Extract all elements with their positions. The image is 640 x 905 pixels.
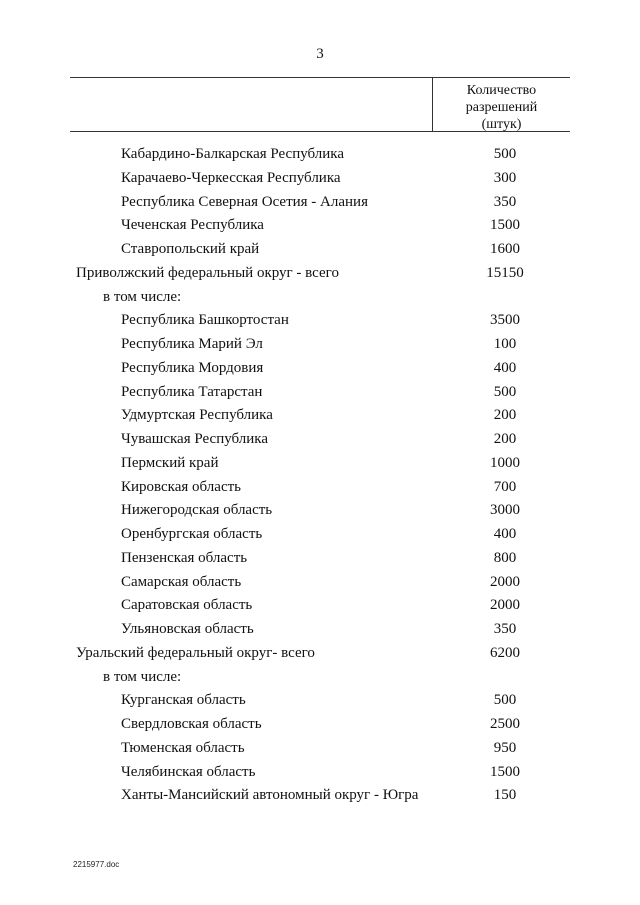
row-name: Челябинская область bbox=[121, 763, 256, 780]
row-value: 200 bbox=[493, 407, 517, 424]
row-name: Самарская область bbox=[121, 573, 242, 590]
table-row bbox=[0, 523, 640, 545]
row-value: 1500 bbox=[490, 763, 520, 780]
column-header-line: (штук) bbox=[481, 117, 522, 132]
row-name: Тюменская область bbox=[121, 739, 245, 756]
row-value: 200 bbox=[493, 431, 517, 447]
row-name: Карачаево-Черкесская Республика bbox=[121, 169, 341, 186]
page-number: 3 bbox=[316, 46, 324, 62]
row-value: 350 bbox=[493, 621, 517, 637]
table-row bbox=[0, 214, 640, 236]
row-name: Свердловская область bbox=[121, 716, 262, 732]
table-row bbox=[0, 547, 640, 569]
row-name: Республика Марий Эл bbox=[121, 336, 263, 352]
row-value: 400 bbox=[493, 359, 517, 376]
row-value: 300 bbox=[493, 169, 517, 186]
row-value: 150 bbox=[493, 787, 517, 804]
table-row bbox=[0, 761, 640, 783]
row-name: Курганская область bbox=[121, 692, 246, 709]
row-value: 800 bbox=[493, 549, 517, 566]
row-value: 15150 bbox=[486, 264, 524, 281]
row-value: 2000 bbox=[490, 573, 520, 590]
table-row bbox=[0, 737, 640, 759]
table-row bbox=[0, 594, 640, 616]
column-header-line: Количество bbox=[466, 83, 537, 98]
row-name: Республика Северная Осетия - Алания bbox=[121, 193, 368, 210]
row-name: Чувашская Республика bbox=[121, 431, 269, 447]
table-row bbox=[0, 404, 640, 426]
row-value: 1600 bbox=[490, 241, 520, 257]
table-row bbox=[0, 499, 640, 521]
row-value: 500 bbox=[493, 146, 517, 162]
row-value: 1500 bbox=[490, 217, 520, 234]
row-value: 500 bbox=[493, 383, 517, 400]
table-row bbox=[0, 452, 640, 474]
table-row bbox=[0, 333, 640, 355]
table-row bbox=[0, 476, 640, 498]
row-name: Республика Башкортостан bbox=[121, 312, 289, 329]
row-name: Саратовская область bbox=[121, 597, 253, 614]
row-value: 700 bbox=[493, 478, 517, 495]
table-row bbox=[0, 381, 640, 403]
table-row bbox=[0, 571, 640, 593]
row-value: 2500 bbox=[490, 716, 520, 732]
row-value: 400 bbox=[493, 526, 517, 542]
row-value: 6200 bbox=[490, 644, 520, 661]
table-row bbox=[0, 357, 640, 379]
table-row bbox=[0, 143, 640, 165]
table-row bbox=[0, 238, 640, 260]
table-row bbox=[0, 428, 640, 450]
row-name: Пермский край bbox=[121, 454, 219, 471]
row-name: Оренбургская область bbox=[121, 526, 263, 542]
row-value: 100 bbox=[493, 336, 517, 352]
row-name: Удмуртская Республика bbox=[121, 407, 273, 424]
table-row-district bbox=[0, 262, 640, 284]
table-row-district bbox=[0, 642, 640, 664]
row-name: в том числе: bbox=[103, 668, 182, 685]
row-name: Пензенская область bbox=[121, 549, 248, 566]
table-row bbox=[0, 689, 640, 711]
table-row bbox=[0, 191, 640, 213]
row-value: 2000 bbox=[490, 597, 520, 614]
row-value: 500 bbox=[493, 692, 517, 709]
row-name: Кировская область bbox=[121, 478, 242, 495]
row-name: Республика Мордовия bbox=[121, 359, 264, 376]
row-value: 3500 bbox=[490, 312, 520, 329]
row-name: Ханты-Мансийский автономный округ - Югра bbox=[121, 787, 419, 804]
table-row bbox=[0, 167, 640, 189]
row-value: 1000 bbox=[490, 454, 520, 471]
row-name: Республика Татарстан bbox=[121, 383, 263, 400]
row-name: в том числе: bbox=[103, 288, 182, 305]
table-row bbox=[0, 784, 640, 806]
table-row-subheading bbox=[0, 286, 640, 308]
table-row bbox=[0, 309, 640, 331]
row-name: Приволжский федеральный округ - всего bbox=[76, 264, 339, 281]
column-header-line: разрешений bbox=[465, 100, 538, 115]
row-name: Чеченская Республика bbox=[121, 217, 264, 234]
row-value: 3000 bbox=[490, 502, 520, 519]
table-row bbox=[0, 618, 640, 640]
table-row bbox=[0, 713, 640, 735]
footer-filename: 2215977.doc bbox=[73, 860, 120, 869]
row-name: Ульяновская область bbox=[121, 621, 254, 637]
row-name: Кабардино-Балкарская Республика bbox=[121, 146, 345, 162]
row-value: 950 bbox=[493, 739, 517, 756]
row-name: Нижегородская область bbox=[121, 502, 273, 519]
row-value: 350 bbox=[493, 193, 517, 210]
row-name: Ставропольский край bbox=[121, 241, 260, 257]
table-row-subheading bbox=[0, 666, 640, 688]
row-name: Уральский федеральный округ- всего bbox=[76, 644, 315, 661]
